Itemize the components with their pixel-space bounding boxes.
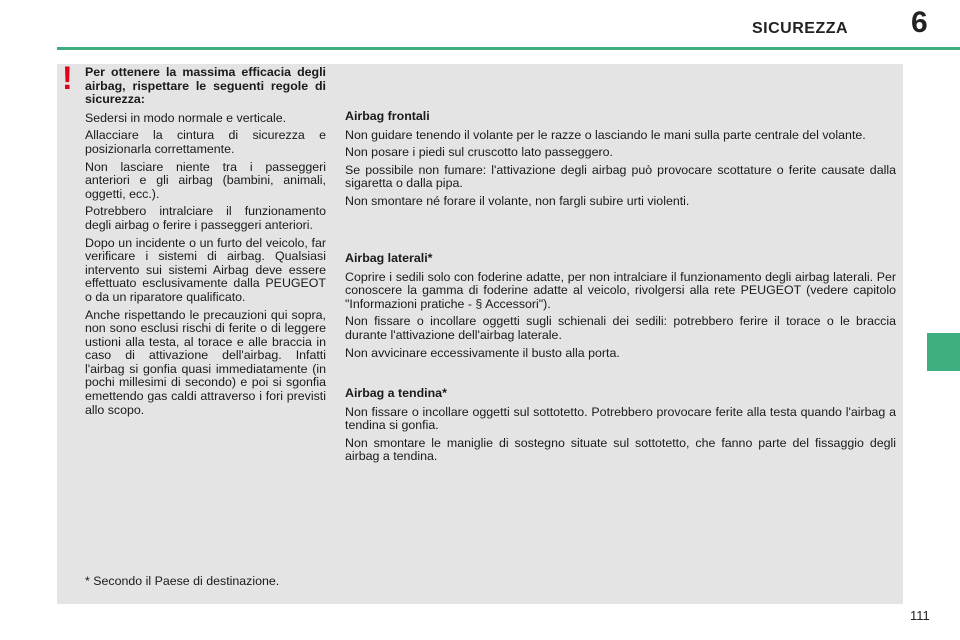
warning-paragraph: Anche rispettando le precauzioni qui sopra, non sono esclusi rischi di ferite o di leggere ustioni alla testa, al torace e alle braccia in caso di attivazione dell'airbag. Infatti l'airbag si gonfia quasi immediatamente (in pochi millesimi di secondo) e poi si sgonfia emettendo gas caldi attraverso i fori previsti allo scopo. <box>85 307 326 417</box>
section-title: Airbag frontali <box>345 109 430 123</box>
section-paragraph: Non smontare le maniglie di sostegno situate sul sottotetto, che fanno parte del fissaggio degli airbag a tendina. <box>345 435 896 464</box>
warning-heading: Per ottenere la massima efficacia degli airbag, rispettare le seguenti regole di sicurezza: <box>85 65 326 107</box>
header-divider <box>57 47 960 50</box>
warning-paragraph: Dopo un incidente o un furto del veicolo, far verificare i sistemi di airbag. Qualsiasi intervento sui sistemi Airbag deve essere effettuato esclusivamente dalla PEUGEOT o da un riparatore qualificato. <box>85 235 326 304</box>
warning-paragraph: Non lasciare niente tra i passeggeri anteriori e gli airbag (bambini, animali, oggetti, ecc.). <box>85 159 326 201</box>
chapter-number: 6 <box>911 6 928 39</box>
chapter-tab <box>927 333 960 371</box>
section-airbag-laterali <box>345 252 896 364</box>
section-airbag-a-tendina <box>345 387 896 468</box>
page-number: 111 <box>910 608 930 623</box>
safety-warning-column <box>85 66 326 421</box>
warning-paragraph: Allacciare la cintura di sicurezza e posizionarla correttamente. <box>85 128 326 156</box>
warning-paragraph: Sedersi in modo normale e verticale. <box>85 110 287 125</box>
section-paragraph: Non posare i piedi sul cruscotto lato passeggero. <box>345 145 613 160</box>
section-title: Airbag laterali* <box>345 251 433 265</box>
footnote: * Secondo il Paese di destinazione. <box>85 574 280 588</box>
exclamation-icon: ! <box>62 60 73 96</box>
section-paragraph: Non fissare o incollare oggetti sugli schienali dei sedili: potrebbero ferire il torace o le braccia durante l'attivazione dell'airbag laterale. <box>345 314 896 342</box>
section-paragraph: Non avvicinare eccessivamente il busto alla porta. <box>345 345 620 360</box>
section-paragraph: Coprire i sedili solo con foderine adatte, per non intralciare il funzionamento degli airbag laterali. Per conoscere la gamma di foderine adatte al veicolo, rivolgersi alla rete PEUGEOT (vedere capitolo "Informazioni pratiche - § Accessori"). <box>345 269 896 311</box>
warning-paragraph: Potrebbero intralciare il funzionamento degli airbag o ferire i passeggeri anteriori. <box>85 204 326 232</box>
section-paragraph: Non guidare tenendo il volante per le razze o lasciando le mani sulla parte centrale del volante. <box>345 127 866 142</box>
section-paragraph: Non fissare o incollare oggetti sul sottotetto. Potrebbero provocare ferite alla testa quando l'airbag a tendina si gonfia. <box>345 404 896 433</box>
section-airbag-frontali <box>345 110 896 213</box>
section-paragraph: Se possibile non fumare: l'attivazione degli airbag può provocare scottature o ferite causate dalla sigaretta o dalla pipa. <box>345 162 896 191</box>
section-title: Airbag a tendina* <box>345 386 447 400</box>
chapter-title: SICUREZZA <box>752 20 849 37</box>
section-paragraph: Non smontare né forare il volante, non fargli subire urti violenti. <box>345 193 690 208</box>
